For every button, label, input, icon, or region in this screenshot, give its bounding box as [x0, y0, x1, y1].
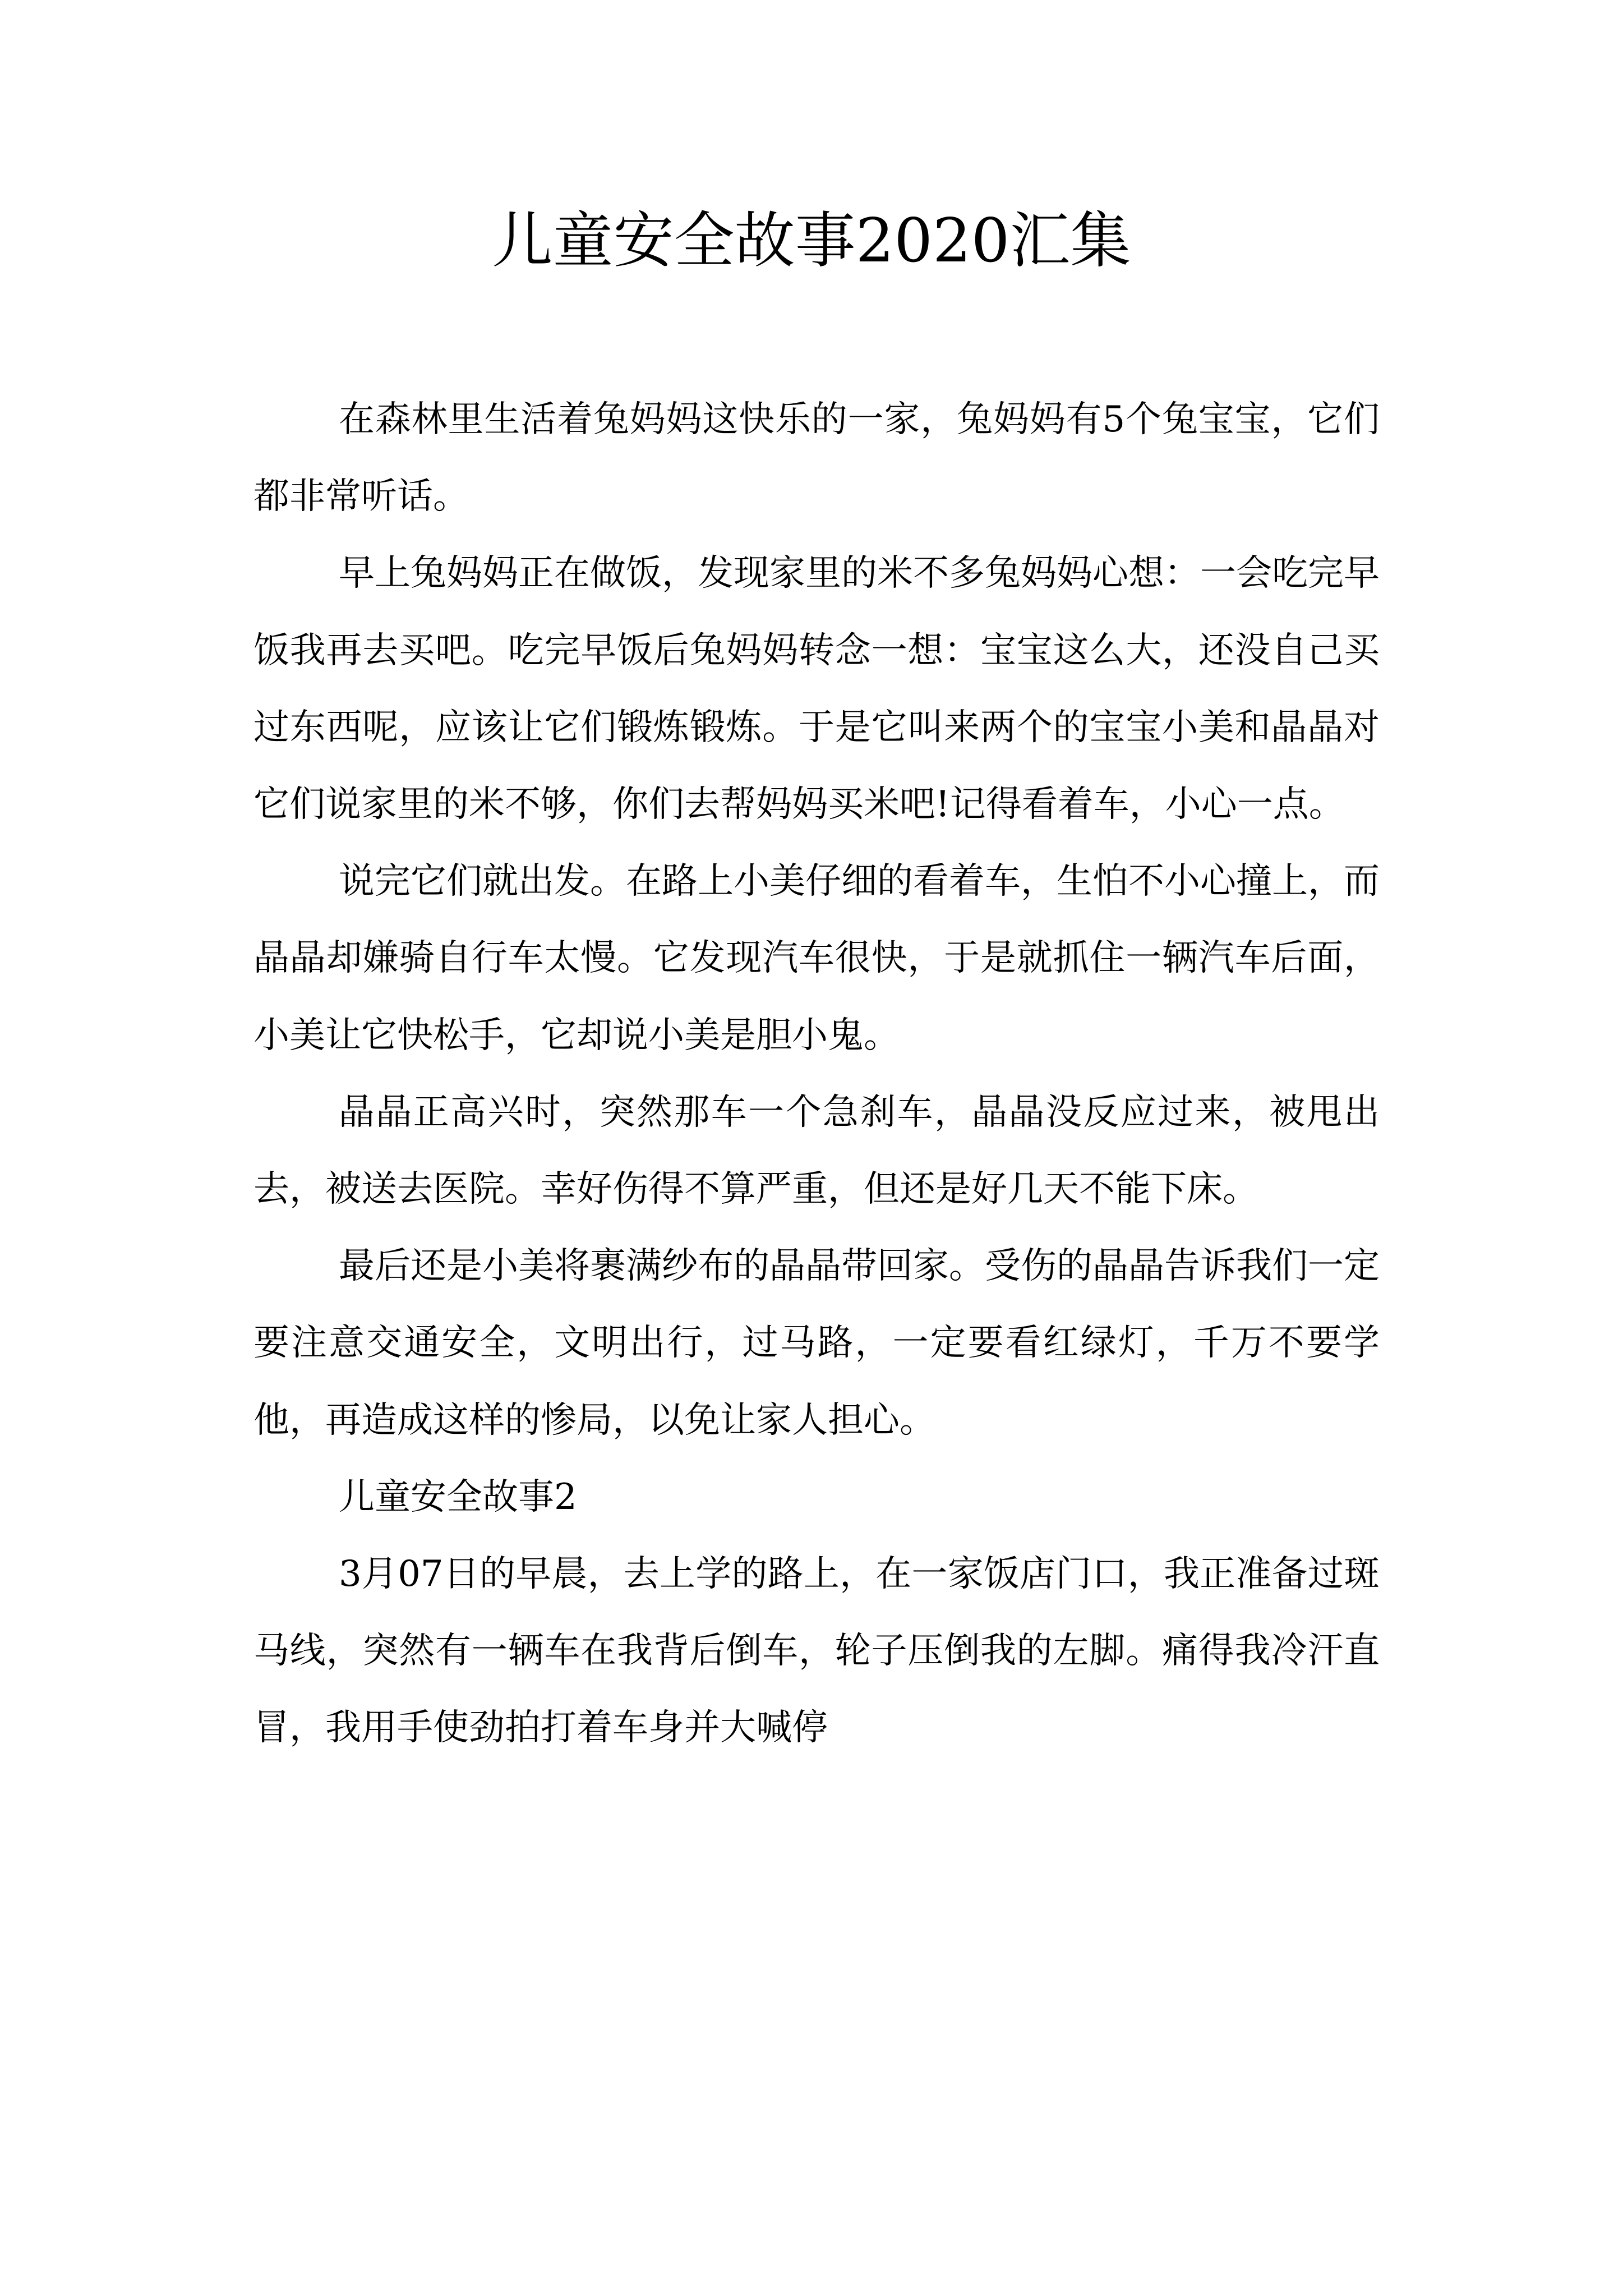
paragraph: 说完它们就出发。在路上小美仔细的看着车，生怕不小心撞上，而晶晶却嫌骑自行车太慢。它发现汽车很快，于是就抓住一辆汽车后面，小美让它快松手，它却说小美是胆小鬼。 — [253, 861, 1380, 1056]
section-heading: 儿童安全故事2 — [339, 1476, 577, 1518]
paragraph: 在森林里生活着兔妈妈这快乐的一家，兔妈妈有5个兔宝宝，它们都非常听话。 — [253, 399, 1380, 518]
paragraph: 早上兔妈妈正在做饭，发现家里的米不多兔妈妈心想：一会吃完早饭我再去买吧。吃完早饭后兔妈妈转念一想：宝宝这么大，还没自己买过东西呢，应该让它们锻炼锻炼。于是它叫来两个的宝宝小美和晶晶对它们说家里的米不够，你们去帮妈妈买米吧!记得看着车，小心一点。 — [253, 553, 1380, 826]
document-title: 儿童安全故事2020汇集 — [492, 206, 1131, 276]
paragraph: 晶晶正高兴时，突然那车一个急刹车，晶晶没反应过来，被甩出去，被送去医院。幸好伤得不算严重，但还是好几天不能下床。 — [253, 1091, 1380, 1211]
document-body — [253, 381, 1380, 1767]
paragraph: 3月07日的早晨，去上学的路上，在一家饭店门口，我正准备过斑马线，突然有一辆车在我背后倒车，轮子压倒我的左脚。痛得我冷汗直冒，我用手使劲拍打着车身并大喊停 — [253, 1553, 1380, 1749]
paragraph: 最后还是小美将裹满纱布的晶晶带回家。受伤的晶晶告诉我们一定要注意交通安全，文明出行，过马路，一定要看红绿灯，千万不要学他，再造成这样的惨局，以免让家人担心。 — [253, 1245, 1380, 1441]
